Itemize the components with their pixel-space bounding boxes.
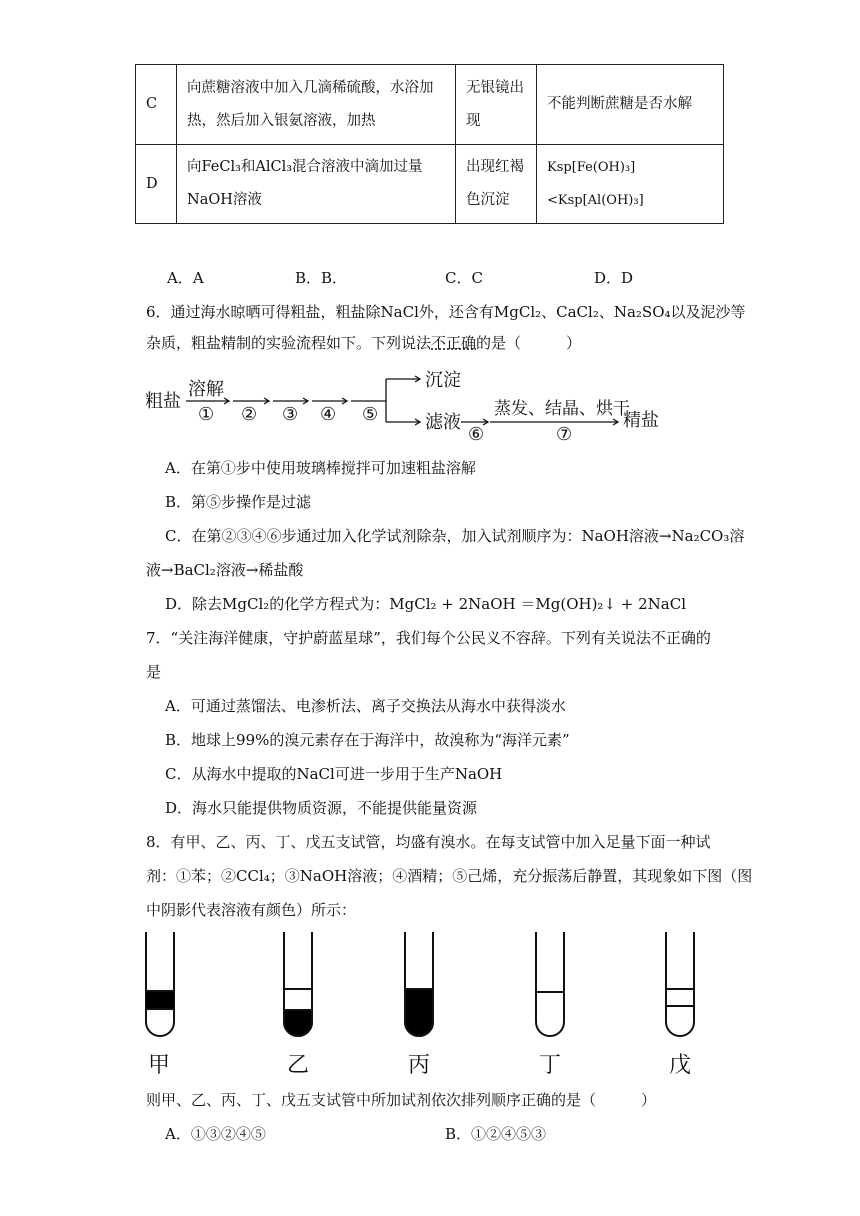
operation-line: NaOH溶液 (187, 192, 262, 208)
flow-step-2: ② (241, 404, 258, 425)
q5-option-a[interactable]: A．A (167, 269, 204, 287)
operation-cell (177, 145, 456, 224)
tube-label-yi: 乙 (287, 1053, 310, 1078)
flow-end: 精盐 (623, 410, 659, 431)
q8-stem-line3: 中阴影代表溶液有颜色）所示： (146, 901, 357, 919)
tube-label-jia: 甲 (148, 1053, 171, 1078)
phenomenon-cell (456, 145, 537, 224)
tube-ding (536, 932, 564, 1036)
tube-yi (284, 932, 312, 1036)
flow-start: 粗盐 (145, 391, 181, 412)
q8-option-a[interactable]: A．①③②④⑤ (165, 1125, 266, 1143)
operation-line: 热，然后加入银氨溶液，加热 (187, 112, 376, 129)
q6-stem-text: 的是（ ） (476, 334, 582, 352)
operation-cell (177, 65, 456, 145)
q6-stem-line2 (146, 333, 581, 353)
q7-stem-line2: 是 (146, 663, 162, 681)
flow-lower: 滤液 (425, 412, 461, 433)
flow-step7-label: 蒸发、结晶、烘干 (494, 399, 630, 419)
phenomenon-line: 色沉淀 (466, 192, 510, 208)
q8-stem-line2: 剂：①苯；②CCl₄；③NaOH溶液；④酒精；⑤己烯，充分振荡后静置，其现象如下图（图 (146, 867, 753, 885)
conclusion-cell: 不能判断蔗糖是否水解 (537, 65, 724, 145)
tube-wu (666, 932, 694, 1036)
q5-option-d[interactable]: D．D (594, 269, 634, 287)
row-label: C (136, 65, 177, 145)
q8-test-tubes-figure (130, 926, 730, 1081)
q6-option-d[interactable]: D．除去MgCl₂的化学方程式为：MgCl₂ + 2NaOH ＝Mg(OH)₂↓ + 2NaCl (165, 595, 687, 613)
q8-stem-line1: 8．有甲、乙、丙、丁、戊五支试管，均盛有溴水。在每支试管中加入足量下面一种试 (146, 833, 711, 851)
q6-stem-line1: 6．通过海水晾晒可得粗盐，粗盐除NaCl外，还含有MgCl₂、CaCl₂、Na₂SO₄以及泥沙等 (146, 303, 746, 321)
phenomenon-cell (456, 65, 537, 145)
tube-jia (146, 932, 174, 1036)
conclusion-cell: Ksp[Fe(OH)₃]<Ksp[Al(OH)₃] (537, 145, 724, 224)
flow-step-6: ⑥ (468, 424, 485, 445)
row-label: D (136, 145, 177, 224)
q6-option-c[interactable]: C．在第②③④⑥步通过加入化学试剂除杂，加入试剂顺序为：NaOH溶液→Na₂CO₃溶 (165, 527, 745, 545)
tube-label-wu: 戊 (669, 1053, 692, 1078)
flow-step-3: ③ (282, 404, 299, 425)
flow-upper: 沉淀 (425, 370, 461, 391)
q6-option-c-cont: 液→BaCl₂溶液→稀盐酸 (146, 561, 304, 579)
operation-line: 向蔗糖溶液中加入几滴稀硫酸，水浴加 (187, 79, 434, 96)
q6-flowchart (140, 362, 700, 450)
table-row (136, 145, 724, 224)
tube-bing (405, 932, 433, 1036)
q5-option-c[interactable]: C．C (445, 269, 483, 287)
operation-line: 向FeCl₃和AlCl₃混合溶液中滴加过量 (187, 159, 423, 175)
q7-option-b[interactable]: B．地球上99%的溴元素存在于海洋中，故溴称为“海洋元素” (165, 731, 570, 749)
q7-option-d[interactable]: D．海水只能提供物质资源，不能提供能量资源 (165, 799, 478, 817)
q8-question: 则甲、乙、丙、丁、戊五支试管中所加试剂依次排列顺序正确的是（ ） (146, 1091, 657, 1109)
phenomenon-line: 出现红褐 (466, 159, 524, 175)
flow-step-4: ④ (320, 404, 337, 425)
q8-option-b[interactable]: B．①②④⑤③ (445, 1125, 547, 1143)
q6-stem-text: 杂质，粗盐精制的实验流程如下。下列说法 (146, 334, 432, 352)
q7-stem-line1: 7．“关注海洋健康，守护蔚蓝星球”，我们每个公民义不容辞。下列有关说法不正确的 (146, 629, 711, 647)
experiment-table (135, 64, 724, 224)
tube-label-ding: 丁 (539, 1053, 562, 1078)
flow-step1-label: 溶解 (188, 379, 224, 400)
phenomenon-line: 无银镜出 (466, 79, 524, 96)
q6-option-b[interactable]: B．第⑤步操作是过滤 (165, 493, 312, 511)
tube-label-bing: 丙 (408, 1053, 431, 1078)
flow-step-5: ⑤ (362, 404, 379, 425)
q6-option-a[interactable]: A．在第①步中使用玻璃棒搅拌可加速粗盐溶解 (165, 459, 476, 477)
q7-option-c[interactable]: C．从海水中提取的NaCl可进一步用于生产NaOH (165, 765, 503, 783)
q5-option-b[interactable]: B．B． (295, 269, 348, 287)
flow-step-7: ⑦ (556, 424, 573, 445)
table-row (136, 65, 724, 145)
q6-stem-emphasis: 不正确 (431, 334, 477, 352)
phenomenon-line: 现 (466, 112, 481, 129)
flow-step-1: ① (198, 404, 215, 425)
q7-option-a[interactable]: A．可通过蒸馏法、电渗析法、离子交换法从海水中获得淡水 (165, 697, 566, 715)
